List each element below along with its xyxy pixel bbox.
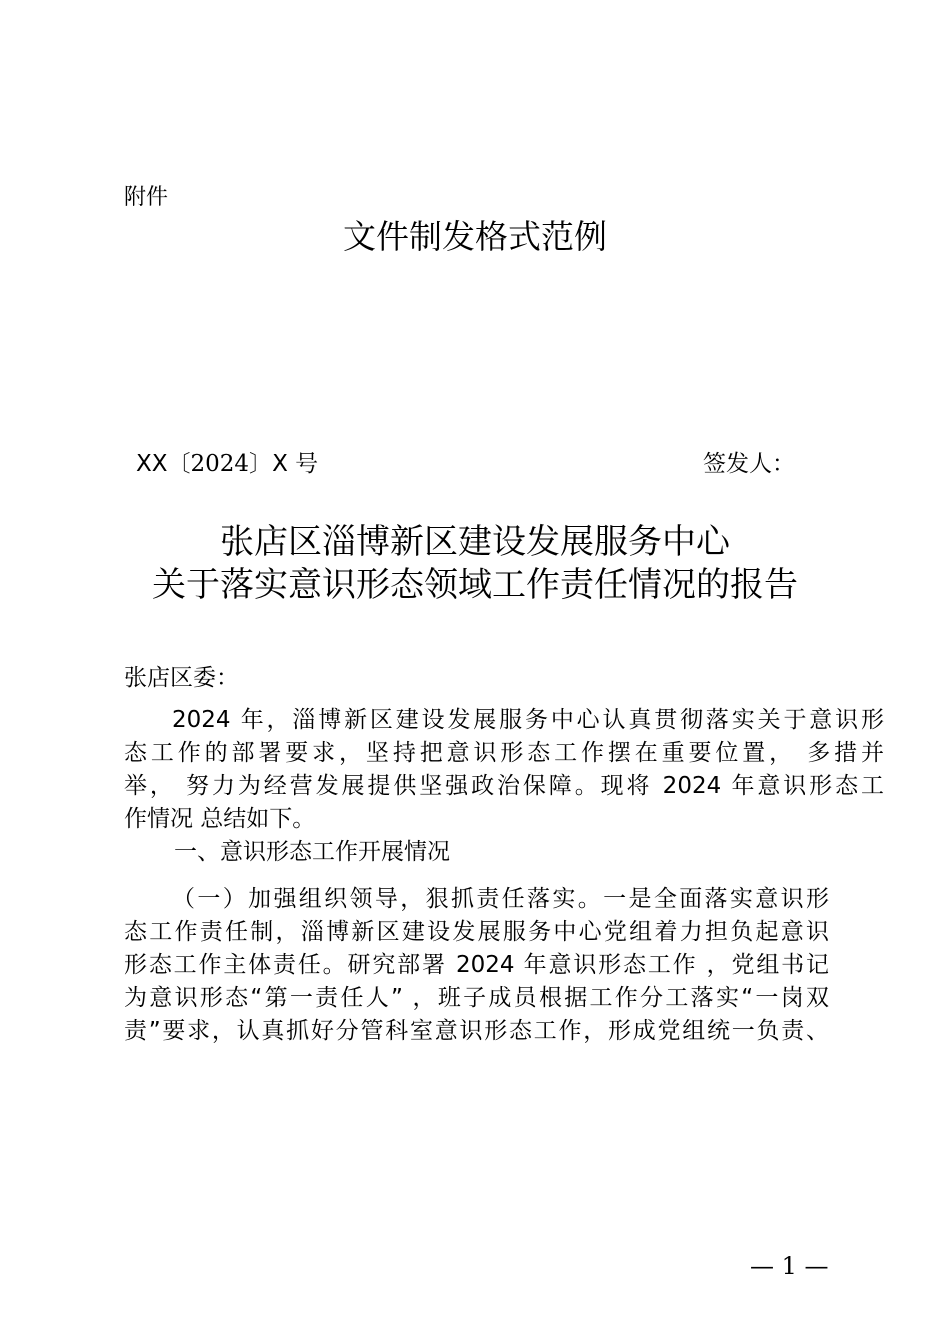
section-line-5: 责”要求，认真抓好分管科室意识形态工作，形成党组统一负责、 bbox=[124, 1018, 829, 1044]
intro-paragraph bbox=[124, 704, 884, 836]
addressee: 张店区委： bbox=[124, 665, 239, 691]
intro-line-3: 举， 努力为经营发展提供坚强政治保障。现将 2024 年意识形态工 bbox=[124, 773, 884, 799]
section-line-4: 为意识形态“第一责任人” ，班子成员根据工作分工落实“一岗双 bbox=[124, 985, 829, 1011]
section-heading: 一、意识形态工作开展情况 bbox=[174, 839, 450, 865]
doc-number-year: 〔2024〕 bbox=[167, 451, 273, 477]
page-number: — 1 — bbox=[750, 1252, 829, 1280]
intro-line-2: 态工作的部署要求，坚持把意识形态工作摆在重要位置， 多措并 bbox=[124, 740, 884, 766]
attachment-label: 附件 bbox=[124, 185, 169, 210]
report-title-line-2: 关于落实意识形态领域工作责任情况的报告 bbox=[152, 565, 798, 605]
section-line-1: （一）加强组织领导，狠抓责任落实。一是全面落实意识形 bbox=[172, 886, 829, 912]
intro-line-1: 2024 年，淄博新区建设发展服务中心认真贯彻落实关于意识形 bbox=[172, 707, 884, 733]
intro-line-4: 作情况 总结如下。 bbox=[124, 806, 316, 832]
signer-label: 签发人： bbox=[703, 451, 795, 477]
doc-number-prefix: XX bbox=[136, 451, 168, 477]
document-number bbox=[136, 449, 318, 479]
format-example-title: 文件制发格式范例 bbox=[343, 217, 607, 256]
section-line-3: 形态工作主体责任。研究部署 2024 年意识形态工作 ，党组书记 bbox=[124, 952, 829, 978]
section-paragraph bbox=[124, 883, 829, 1048]
report-title-line-1: 张店区淄博新区建设发展服务中心 bbox=[220, 522, 730, 562]
doc-number-suffix: X 号 bbox=[272, 451, 319, 477]
section-line-2: 态工作责任制，淄博新区建设发展服务中心党组着力担负起意识 bbox=[124, 919, 829, 945]
